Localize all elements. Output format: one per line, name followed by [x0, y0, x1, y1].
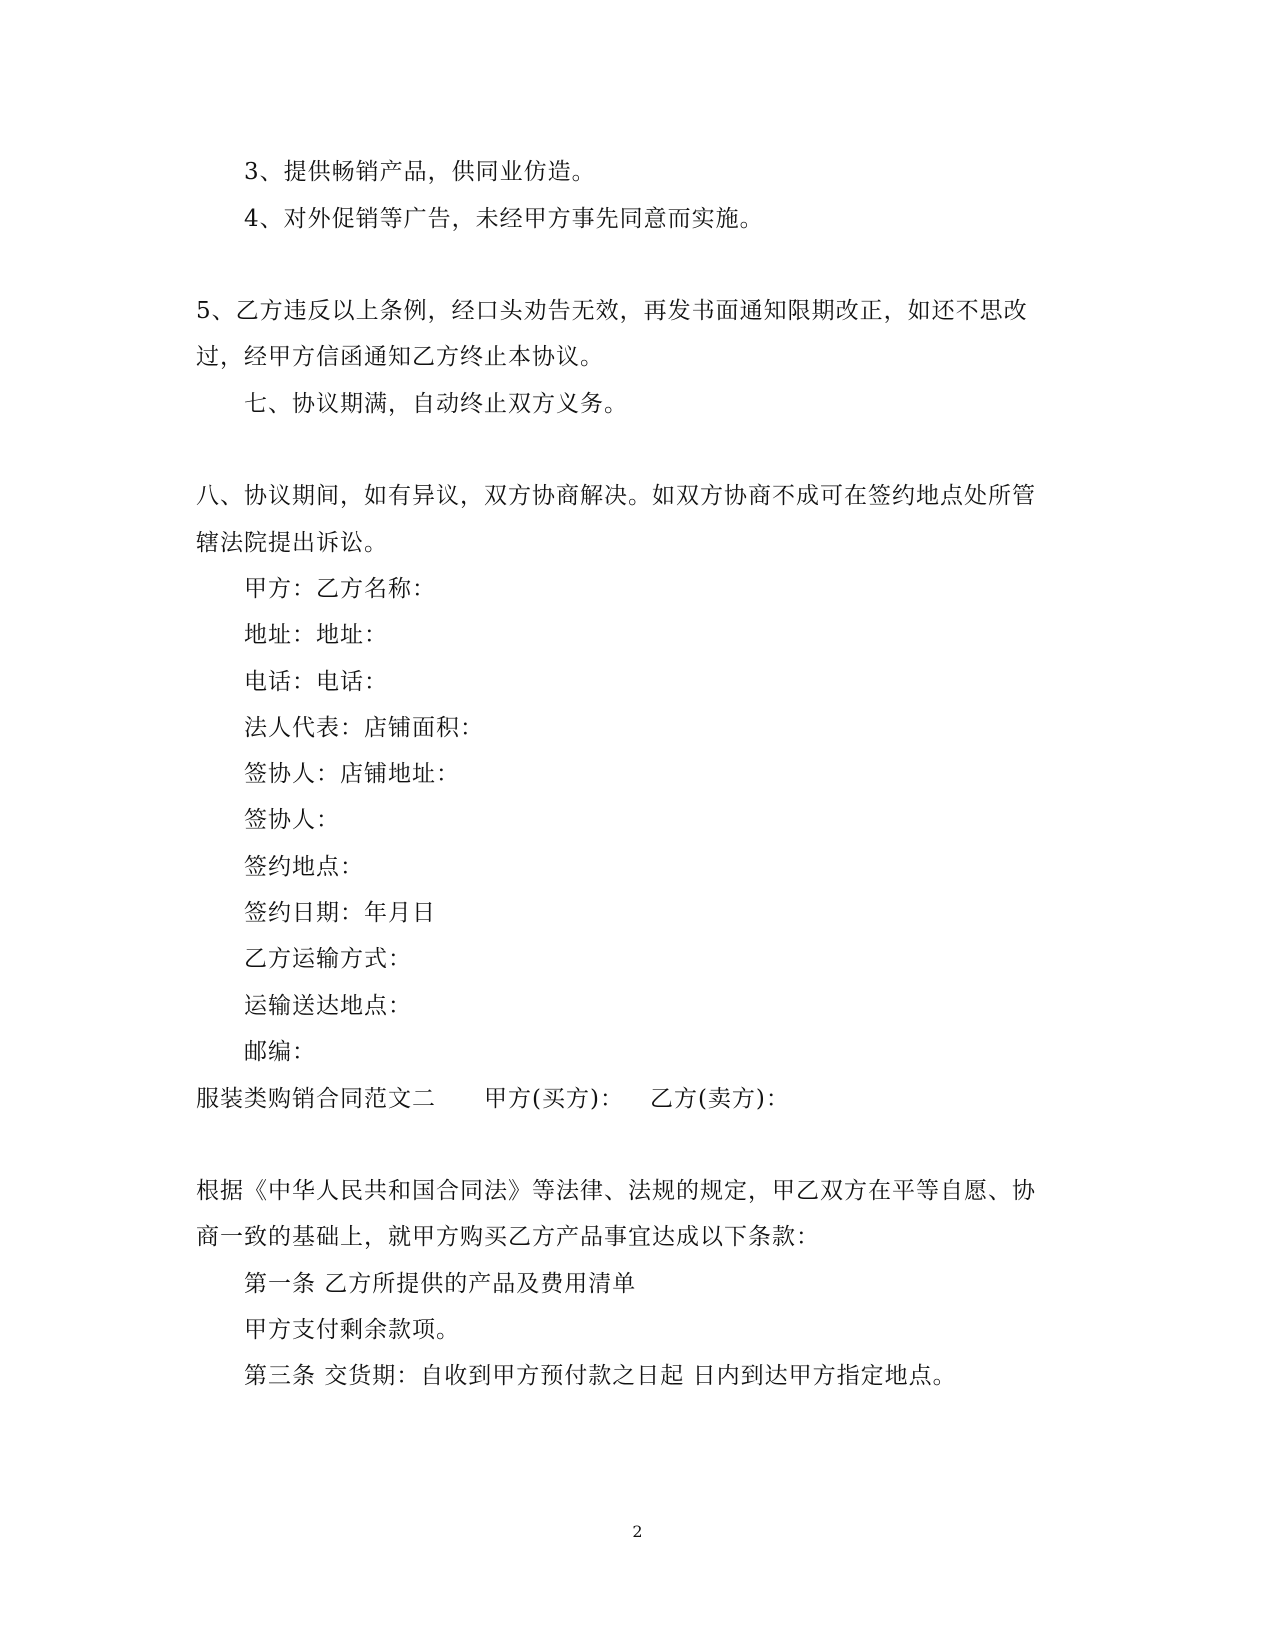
- page-number: 2: [632, 1522, 643, 1541]
- preamble-line-1: 根据《中华人民共和国合同法》等法律、法规的规定，甲乙双方在平等自愿、协: [196, 1178, 1036, 1204]
- second-contract-heading: [196, 1084, 790, 1114]
- buyer-label: 甲方(买方)：: [484, 1086, 624, 1112]
- transport-method-line: 乙方运输方式：: [244, 946, 412, 972]
- article-8-line-1: 八、协议期间，如有异议，双方协商解决。如双方协商不成可在签约地点处所管: [196, 483, 1036, 509]
- article-3: 第三条 交货期：自收到甲方预付款之日起 日内到达甲方指定地点。: [244, 1363, 957, 1389]
- sign-date-line: 签约日期：年月日: [244, 900, 436, 926]
- seller-label: 乙方(卖方)：: [649, 1086, 790, 1112]
- article-1: 第一条 乙方所提供的产品及费用清单: [244, 1271, 637, 1297]
- sign-place-line: 签约地点：: [244, 854, 364, 880]
- clause-4: 4、对外促销等广告，未经甲方事先同意而实施。: [244, 206, 764, 232]
- address-line: 地址：地址：: [244, 622, 388, 648]
- party-name-line: 甲方：乙方名称：: [244, 576, 436, 602]
- payment-line: 甲方支付剩余款项。: [244, 1317, 460, 1343]
- clause-5-line-2: 过，经甲方信函通知乙方终止本协议。: [196, 344, 604, 370]
- article-8-line-2: 辖法院提出诉讼。: [196, 530, 388, 556]
- delivery-place-line: 运输送达地点：: [244, 993, 412, 1019]
- signer-line-1: 签协人：店铺地址：: [244, 761, 460, 787]
- preamble-line-2: 商一致的基础上，就甲方购买乙方产品事宜达成以下条款：: [196, 1224, 820, 1250]
- article-7: 七、协议期满，自动终止双方义务。: [244, 391, 628, 417]
- postcode-line: 邮编：: [244, 1039, 316, 1065]
- clause-5-line-1: 5、乙方违反以上条例，经口头劝告无效，再发书面通知限期改正，如还不思改: [196, 298, 1028, 324]
- signer-line-2: 签协人：: [244, 807, 340, 833]
- legal-rep-line: 法人代表：店铺面积：: [244, 715, 484, 741]
- phone-line: 电话：电话：: [244, 669, 388, 695]
- contract-title: 服装类购销合同范文二: [196, 1086, 436, 1112]
- clause-3: 3、提供畅销产品，供同业仿造。: [244, 159, 596, 185]
